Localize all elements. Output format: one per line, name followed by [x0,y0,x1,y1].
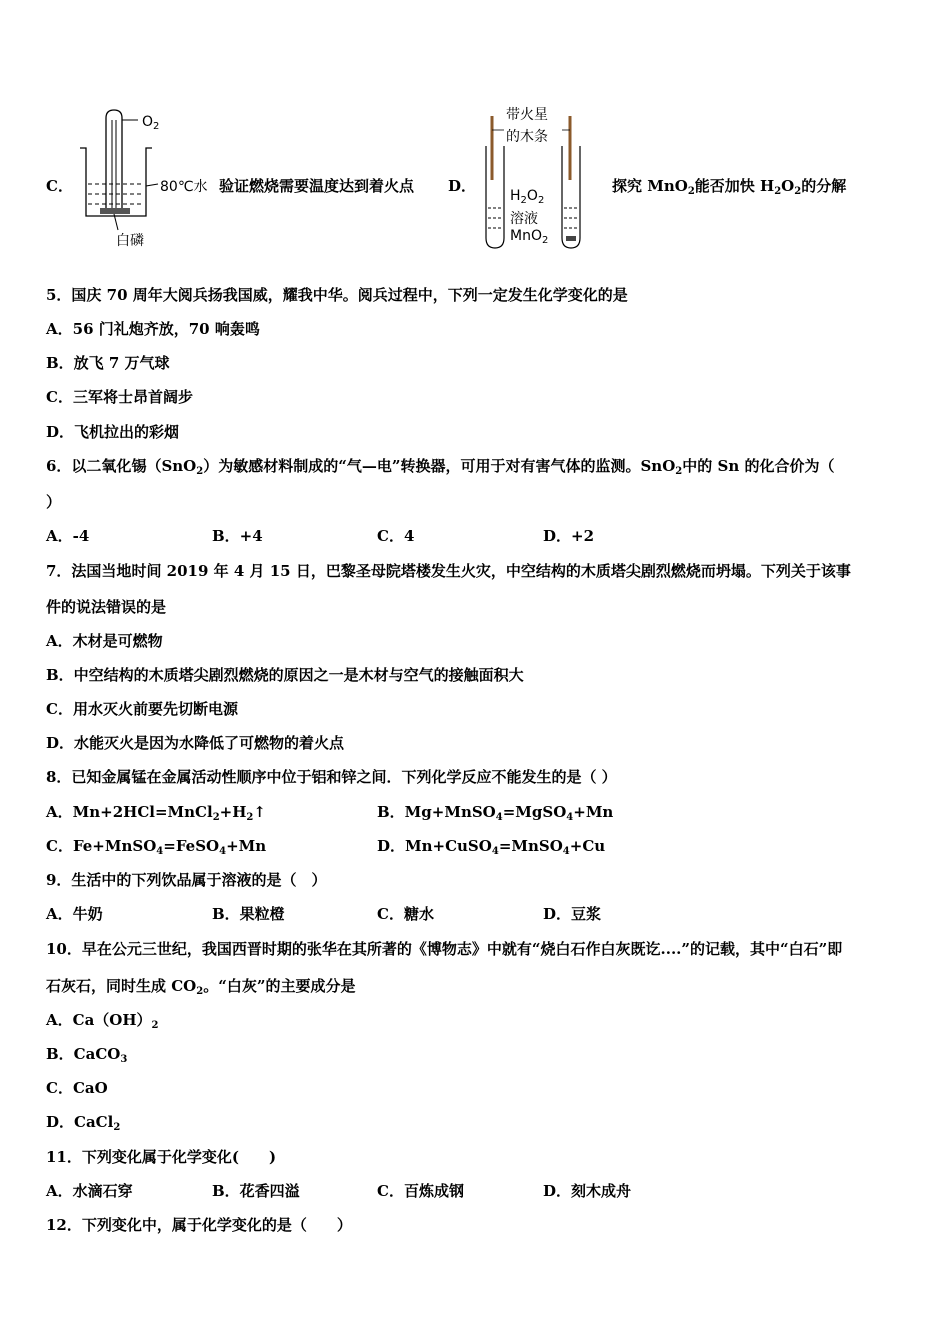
q8-option-a: A．$Mn+2HCl=MnCl_2+H_2↑$ [46,803,266,823]
q5-stem: 5．国庆 70 周年大阅兵扬我国威，耀我中华。阅兵过程中，下列一定发生化学变化的是 [46,286,628,304]
q8-option-c: C．Fe+MnSO$_4$=FeSO$_4$+Mn [46,837,267,857]
q7-option-b: B．中空结构的木质塔尖剧烈燃烧的原因之一是木材与空气的接触面积大 [46,666,524,684]
q10-option-c: C．CaO [46,1079,108,1097]
q8-stem: 8．已知金属锰在金属活动性顺序中位于铝和锌之间．下列化学反应不能发生的是（ ） [46,768,617,786]
test-tube-figure [478,100,588,250]
white-phosphorus-label: 白磷 [116,233,144,249]
q6-option-c: C．4 [377,527,415,545]
q10-option-b: B．CaCO$_3$ [46,1045,128,1065]
q5-option-c: C．三军将士昂首阔步 [46,388,193,406]
q11-option-b: B．花香四溢 [212,1182,300,1200]
q11-option-c: C．百炼成钢 [377,1182,464,1200]
q12-stem: 12．下列变化中，属于化学变化的是（ ） [46,1216,352,1234]
option-d-letter: D． [448,177,477,195]
mno2-label: MnO$_2$ [510,228,549,246]
option-d-text: 探究 MnO$_2$能否加快 $H_2O_2$的分解 [612,177,847,197]
q7-option-d: D．水能灭火是因为水降低了可燃物的着火点 [46,734,345,752]
q9-option-a: A．牛奶 [46,905,103,923]
q6-option-a: A．-4 [46,527,90,545]
q6-stem-line2: ） [46,493,62,511]
q6-stem: 6．以二氧化锡（SnO$_2$）为敏感材料制成的“气—电”转换器，可用于对有害气体的监测。SnO$_2$中的 Sn 的化合价为（ [46,457,835,477]
q5-option-a: A．56 门礼炮齐放，70 响轰鸣 [46,320,260,338]
q7-option-c: C．用水灭火前要先切断电源 [46,700,238,718]
o2-label: $O_2$ [142,114,160,132]
water-80c-label: 80℃水 [160,179,208,195]
q8-option-d: D．Mn+CuSO$_4$=MnSO$_4$+Cu [377,837,606,857]
option-c-letter: C． [46,177,73,195]
q9-option-c: C．糖水 [377,905,434,923]
q10-stem-line2: 石灰石，同时生成 $CO_2$。“白灰”的主要成分是 [46,977,356,997]
q11-option-a: A．水滴石穿 [46,1182,133,1200]
glowing-stick-label-1: 带火星 [506,107,548,123]
q10-stem-line1: 10．早在公元三世纪，我国西晋时期的张华在其所著的《博物志》中就有“烧白石作白灰既讫....”的记载，其中“白石”即 [46,940,843,958]
h2o2-label: $H_2O_2$ [510,188,545,206]
q9-option-d: D．豆浆 [543,905,602,923]
beaker-phosphorus-figure [70,106,220,251]
q5-option-d: D．飞机拉出的彩烟 [46,423,180,441]
solution-label: 溶液 [510,211,538,227]
q7-stem-line1: 7．法国当地时间 2019 年 4 月 15 日，巴黎圣母院塔楼发生火灾，中空结构的木质塔尖剧烈燃烧而坍塌。下列关于该事 [46,562,851,580]
q6-option-d: D．+2 [543,527,595,545]
q10-option-a: A．$Ca(OH)_2$ [46,1011,159,1031]
glowing-stick-label-2: 的木条 [506,129,548,145]
q5-option-b: B．放飞 7 万气球 [46,354,170,372]
q9-option-b: B．果粒橙 [212,905,285,923]
q8-option-b: B．Mg+MnSO$_4$=MgSO$_4$+Mn [377,803,614,823]
option-c-text: 验证燃烧需要温度达到着火点 [219,177,415,195]
q11-stem: 11．下列变化属于化学变化( ) [46,1148,277,1166]
q10-option-d: D．CaCl$_2$ [46,1113,121,1133]
q9-stem: 9．生活中的下列饮品属于溶液的是（ ） [46,871,327,889]
q7-option-a: A．木材是可燃物 [46,632,163,650]
q11-option-d: D．刻木成舟 [543,1182,632,1200]
q6-option-b: B．+4 [212,527,263,545]
q7-stem-line2: 件的说法错误的是 [46,598,167,616]
